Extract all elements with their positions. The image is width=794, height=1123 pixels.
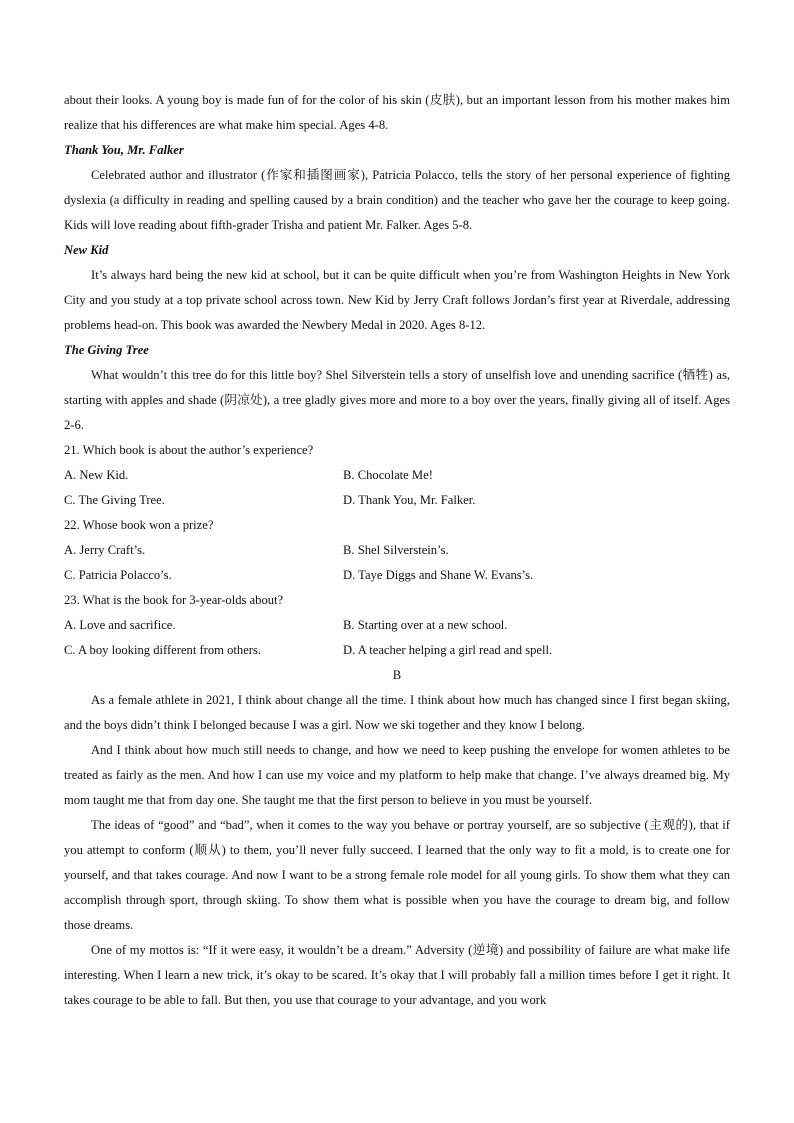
question-22-option-b: B. Shel Silverstein’s. [343,543,449,557]
book-title-new-kid: New Kid [64,243,109,257]
question-21-option-c: C. The Giving Tree. [64,493,165,507]
document-page [64,88,730,1013]
question-23-stem: 23. What is the book for 3-year-olds about? [64,593,284,607]
section-b-paragraph-4: One of my mottos is: “If it were easy, it wouldn’t be a dream.” Adversity (逆境) and possibility of failure are what make life interesting. When I learn a new trick, it’s okay to be scared. It’s okay that I will probably fall a million times before I get it right. It takes courage to be able to fall. But then, you use that courage to your advantage, and you work [64,943,730,1007]
section-b-paragraph-3: The ideas of “good” and “bad”, when it comes to the way you behave or portray yourself, are so subjective (主观的), that if you attempt to conform (顺从) to them, you’ll never fully succeed. I learned that the only way to fit a mold, is to create one for yourself, and that takes courage. And now I want to be a strong female role model for all young girls. To show them what they can accomplish through sport, through skiing. To show them what is possible when you have the courage to dream big, and follow those dreams. [64,818,730,932]
book-description-the-giving-tree: What wouldn’t this tree do for this little boy? Shel Silverstein tells a story of unselfish love and unending sacrifice (牺牲) as, starting with apples and shade (阴凉处), a tree gladly gives more and more to a boy over the years, finally giving all of itself. Ages 2-6. [64,368,730,432]
intro-paragraph: about their looks. A young boy is made fun of for the color of his skin (皮肤), but an important lesson from his mother makes him realize that his differences are what make him special. Ages 4-8. [64,93,730,132]
book-description-thank-you-mr-falker: Celebrated author and illustrator (作家和插图画家), Patricia Polacco, tells the story of her personal experience of fighting dyslexia (a difficulty in reading and spelling caused by a brain condition) and the teacher who gave her the courage to keep going. Kids will love reading about fifth-grader Trisha and patient Mr. Falker. Ages 5-8. [64,168,730,232]
question-22-option-c: C. Patricia Polacco’s. [64,568,172,582]
question-22-option-d: D. Taye Diggs and Shane W. Evans’s. [343,568,534,582]
question-23-option-c: C. A boy looking different from others. [64,643,262,657]
question-21-option-a: A. New Kid. [64,468,129,482]
question-22-options-row-2 [64,563,730,588]
question-22-options-row-1 [64,538,730,563]
question-21-option-d: D. Thank You, Mr. Falker. [343,493,476,507]
question-21-option-b: B. Chocolate Me! [343,468,433,482]
book-title-the-giving-tree: The Giving Tree [64,343,149,357]
book-description-new-kid: It’s always hard being the new kid at school, but it can be quite difficult when you’re from Washington Heights in New York City and you study at a top private school across town. New Kid by Jerry Craft follows Jordan’s first year at Riverdale, addressing problems head-on. This book was awarded the Newbery Medal in 2020. Ages 8-12. [64,268,730,332]
section-b-heading: B [392,668,402,682]
book-title-thank-you-mr-falker: Thank You, Mr. Falker [64,143,184,157]
question-22-option-a: A. Jerry Craft’s. [64,543,146,557]
question-21-options-row-1 [64,463,730,488]
section-b-paragraph-1: As a female athlete in 2021, I think about change all the time. I think about how much has changed since I first began skiing, and the boys didn’t think I belonged because I was a girl. Now we ski together and they know I belong. [64,693,730,732]
question-23-option-b: B. Starting over at a new school. [343,618,508,632]
question-22-stem: 22. Whose book won a prize? [64,518,214,532]
question-23-option-d: D. A teacher helping a girl read and spell. [343,643,553,657]
question-23-options-row-1 [64,613,730,638]
question-23-options-row-2 [64,638,730,663]
question-21-options-row-2 [64,488,730,513]
section-b-paragraph-2: And I think about how much still needs to change, and how we need to keep pushing the envelope for women athletes to be treated as fairly as the men. And how I can use my voice and my platform to help make that change. I’ve always dreamed big. My mom taught me that from day one. She taught me that the first person to believe in you must be yourself. [64,743,730,807]
question-21-stem: 21. Which book is about the author’s experience? [64,443,314,457]
question-23-option-a: A. Love and sacrifice. [64,618,176,632]
